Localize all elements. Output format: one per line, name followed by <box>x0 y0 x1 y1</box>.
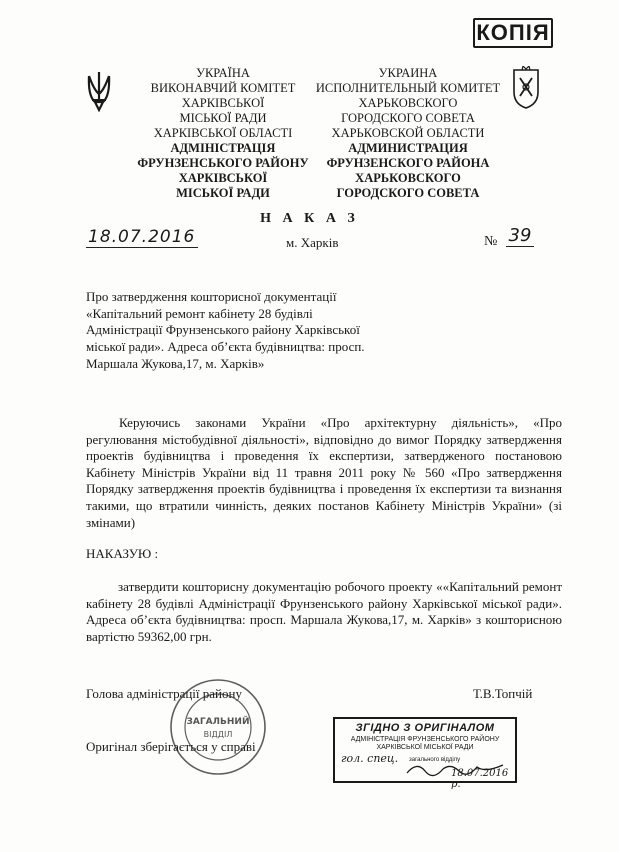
certify-stamp-line: АДМІНІСТРАЦІЯ ФРУНЗЕНСЬКОГО РАЙОНУ <box>350 736 500 743</box>
header-left-bold-line: ФРУНЗЕНСЬКОГО РАЙОНУ <box>137 156 309 170</box>
header-right-line: УКРАИНА <box>378 66 438 80</box>
certify-stamp-small-label: загального відділу <box>409 757 461 763</box>
order-heading: НАКАЗУЮ : <box>86 546 159 561</box>
original-storage-note: Оригінал зберігається у справі <box>86 739 256 754</box>
header-left-line: ХАРКІВСЬКОЇ ОБЛАСТІ <box>153 126 293 140</box>
round-stamp-text-2: ВІДДІЛ <box>203 730 233 739</box>
certify-stamp-handwritten: гол. спец. <box>341 752 399 765</box>
certify-stamp-line: ХАРКІВСЬКОЇ МІСЬКОЇ РАДИ <box>376 744 474 751</box>
header-left-block <box>128 66 318 201</box>
header-right-bold-line: ФРУНЗЕНСКОГО РАЙОНА <box>326 156 490 170</box>
header-right-bold-line: ГОРОДСКОГО СОВЕТА <box>336 186 480 200</box>
document-city: м. Харків <box>286 235 339 250</box>
round-stamp-text-1: ЗАГАЛЬНИЙ <box>186 717 250 727</box>
header-left-bold-line: АДМІНІСТРАЦІЯ <box>170 141 276 155</box>
header-right-block <box>310 66 506 201</box>
round-office-stamp <box>168 677 268 777</box>
signature-title: Голова адміністрації району <box>86 686 242 701</box>
signature-name: Т.В.Топчій <box>473 686 533 701</box>
header-right-line: ХАРЬКОВСКОЙ ОБЛАСТИ <box>331 126 485 140</box>
header-left-bold-line: ХАРКІВСЬКОЇ <box>178 171 268 185</box>
document-subject: Про затвердження кошторисної документації «Капітальний ремонт кабінету 28 будівлі Адміністрації Фрунзенського району Харківської міської ради». Адреса об’єкта будівництва: просп. Маршала Жукова,17, м. Харків» <box>86 289 365 371</box>
header-left-line: МІСЬКОЇ РАДИ <box>179 111 267 125</box>
document-number-label: № <box>484 234 498 249</box>
document-preamble: Керуючись законами України «Про архітектурну діяльність», «Про регулювання містобудівної діяльності», відповідно до вимог Порядку затвердження проектів будівництва і проведення їх експертизи, затвердженого постановою Кабінету Міністрів України від 11 травня 2011 року № 560 «Про затвердження Порядку затвердження проектів будівництва і проведення їх експертизи та визнання такими, що втратили чинність, деяких постанов Кабінету Міністрів України» (зі змінами) <box>86 415 562 530</box>
copy-stamp: КОПІЯ <box>473 18 553 48</box>
header-right-line: ХАРЬКОВСКОГО <box>358 96 458 110</box>
document-date: 18.07.2016 <box>86 227 198 248</box>
header-right-line: ГОРОДСКОГО СОВЕТА <box>341 111 475 125</box>
header-right-bold-line: АДМИНИСТРАЦИЯ <box>348 141 468 155</box>
header-right-line: ИСПОЛНИТЕЛЬНЫЙ КОМИТЕТ <box>315 81 501 95</box>
trident-emblem-icon <box>86 70 112 112</box>
header-left-line: ХАРКІВСЬКОЇ <box>181 96 265 110</box>
order-decision: затвердити кошторисну документацію робочого проекту ««Капітальний ремонт кабінету 28 будівлі Адміністрації Фрунзенського району Харківської міської ради». Адреса об’єкта будівництва: просп. Маршала Жукова,17, м. Харків» з кошторисною вартістю 59362,00 грн. <box>86 579 562 644</box>
header-left-line: ВИКОНАВЧИЙ КОМІТЕТ <box>150 81 296 95</box>
document-title: Н А К А З <box>260 211 359 226</box>
document-number: 39 <box>506 225 534 247</box>
header-right-bold-line: ХАРЬКОВСКОГО <box>355 171 461 185</box>
certify-stamp-title: ЗГІДНО З ОРИГІНАЛОМ <box>355 722 495 734</box>
header-left-bold-line: МІСЬКОЇ РАДИ <box>176 186 270 200</box>
header-left-line: УКРАЇНА <box>196 66 250 80</box>
certified-copy-stamp <box>333 717 517 790</box>
certify-stamp-date: 18.07.2016 р. <box>451 768 509 790</box>
kharkiv-coat-of-arms-icon <box>511 66 541 110</box>
